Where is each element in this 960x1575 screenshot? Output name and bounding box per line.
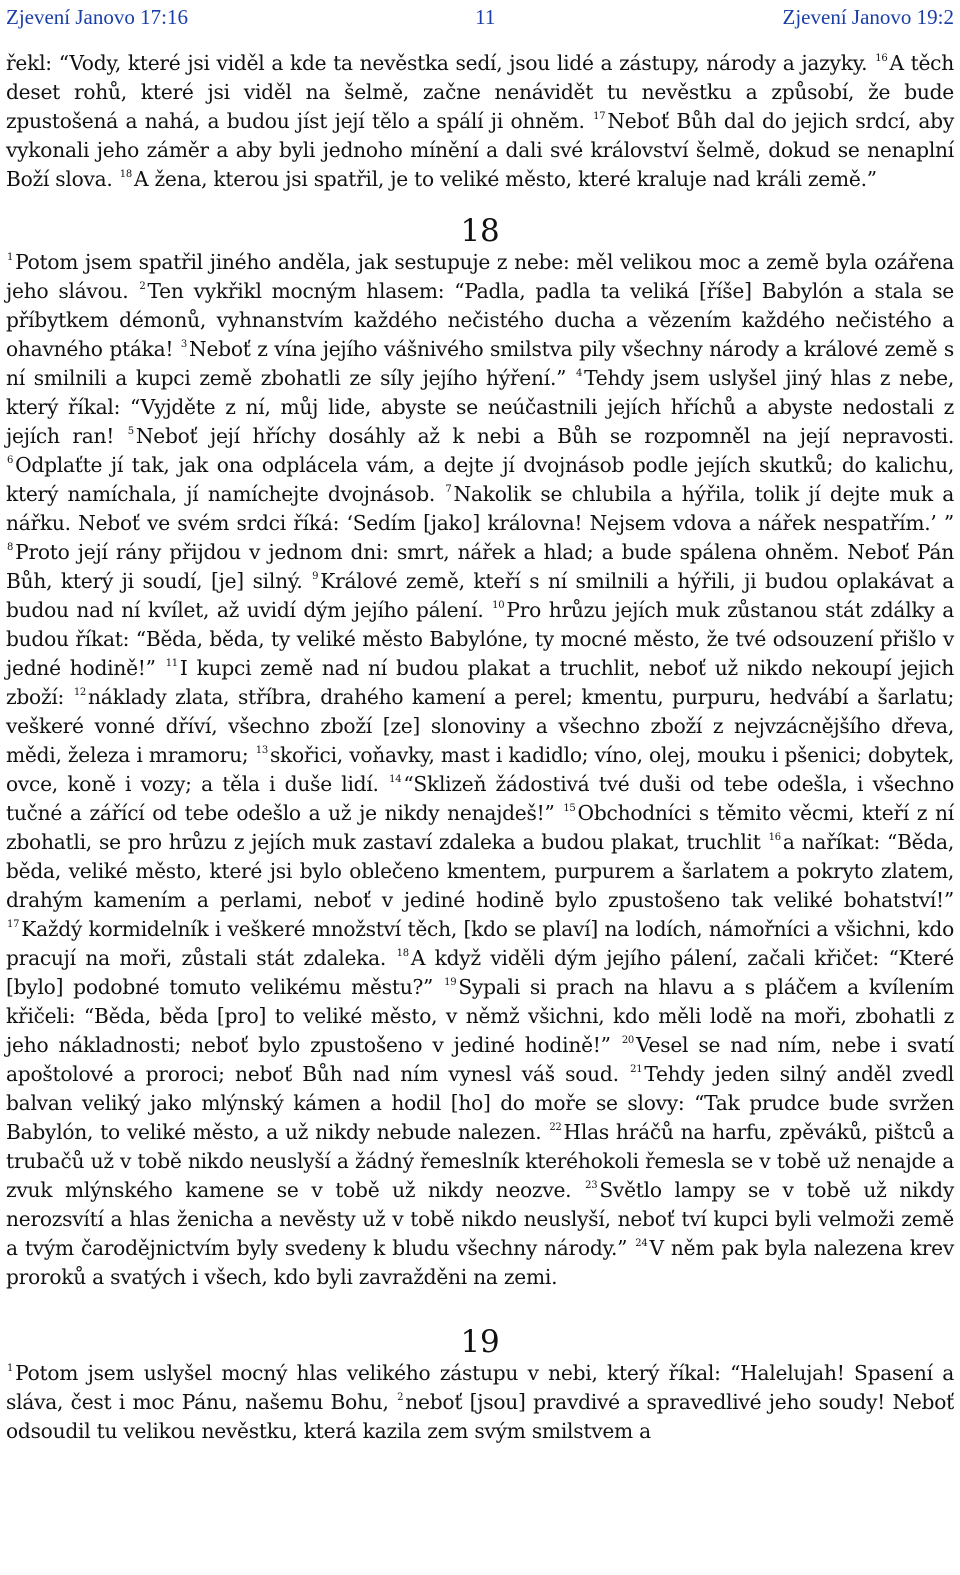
verse-number: 15 xyxy=(563,803,576,814)
verse-text: Tehdy jsem uslyšel jiný hlas z nebe, který říkal: “Vyjděte z ní, můj lide, abyste se neúčastnili jejích hříchů a abyste nedostali z jejích ran! xyxy=(6,366,954,448)
verse-text: náklady zlata, stříbra, drahého kamení a perel; kmentu, purpuru, hedvábí a šarlatu; veškeré vonné dříví, všechno zboží [ze] slonoviny a všechno zboží z nejvzácnějšího dřeva, mědi, železa i mramoru; xyxy=(6,685,954,767)
verse-text: Nakolik se chlubila a hýřila, tolik jí dejte muk a nářku. Neboť ve svém srdci říká: ‘Sedím [jako] královna! Nejsem vdova a nářek nespatřím.’ ” xyxy=(6,482,954,535)
verse-text: Neboť z vína jejího vášnivého smilstva pily všechny národy a králové země s ní smilnili a kupci země zbohatli ze síly jejího hýření.” xyxy=(6,337,954,390)
header-right-reference: Zjevení Janovo 19:2 xyxy=(782,4,954,29)
verse-text: Obchodníci s těmito věcmi, kteří z ní zbohatli, se pro hrůzu z jejích muk zastaví zdaleka a budou plakat, truchlit xyxy=(6,801,954,854)
header-left-reference: Zjevení Janovo 17:16 xyxy=(6,4,188,29)
verse-number: 22 xyxy=(549,1122,562,1133)
verse-number: 1 xyxy=(7,252,14,263)
chapter-18-number: 18 xyxy=(460,213,500,249)
verse-number: 19 xyxy=(444,977,457,988)
verse-text: Každý kormidelník i veškeré množství těch, [kdo se plaví] na lodích, námořníci a všichni, kdo pracují na moři, zůstali stát zdaleka. xyxy=(6,917,954,970)
verse-text: Králové země, kteří s ní smilnili a hýřili, ji budou oplakávat a budou nad ní kvílet, až uvidí dým jejího pálení. xyxy=(6,569,955,622)
chapter-18-text xyxy=(6,248,954,1292)
verse-number: 12 xyxy=(73,687,87,698)
verse-text: Neboť Bůh dal do jejich srdcí, aby vykonali jeho záměr a aby byli jednoho mínění a dali své království šelmě, dokud se nenaplní Boží slova. xyxy=(6,109,954,191)
verse-number: 18 xyxy=(119,169,132,180)
verse-text: Hlas hráčů na harfu, zpěváků, pištců a trubačů už v tobě nikdo neuslyší a žádný řemeslník kteréhokoli řemesla se v tobě už nenajde a zvuk mlýnského kamene se v tobě už nikdy neozve. xyxy=(6,1120,954,1202)
verse-text: Ten vykřikl mocným hlasem: “Padla, padla ta veliká [říše] Babylón a stala se příbytkem démonů, vyhnanstvím každého nečistého ducha a vězením každého nečistého a ohavného ptáka! xyxy=(6,279,955,361)
verse-number: 11 xyxy=(165,658,178,669)
verse-number: 1 xyxy=(7,1363,14,1374)
verse-text: neboť [jsou] pravdivé a spravedlivé jeho soudy! Neboť odsoudil tu velikou nevěstku, která kazila zem svým smilstvem a xyxy=(6,1390,954,1443)
verse-number: 20 xyxy=(621,1035,635,1046)
chapter-19-text xyxy=(6,1359,954,1446)
verse-number: 4 xyxy=(575,368,583,379)
verse-text: Potom jsem uslyšel mocný hlas velikého zástupu v nebi, který říkal: “Halelujah! Spasení a sláva, čest i moc Pánu, našemu Bohu, xyxy=(6,1361,954,1414)
verse-text: Pro hrůzu jejích muk zůstanou stát zdálky a budou říkat: “Běda, běda, ty veliké město Babylóne, ty mocné město, že tvé odsouzení přišlo v jedné hodině!” xyxy=(6,598,954,680)
verse-text: a naříkat: “Běda, běda, veliké město, které jsi bylo oblečeno kmentem, purpurem a šarlatem a pokryto zlatem, drahým kamením a perlami, neboť v jediné hodině bylo zpustošeno tak veliké bohatství!” xyxy=(6,830,954,912)
verse-number: 10 xyxy=(492,600,505,611)
verse-number: 18 xyxy=(396,948,409,959)
verse-text: A žena, kterou jsi spatřil, je to veliké město, které kraluje nad králi země.” xyxy=(133,167,877,191)
verse-number: 9 xyxy=(312,571,319,582)
verse-text: A těch deset rohů, které jsi viděl na šelmě, začne nenávidět tu nevěstku a způsobí, že bude zpustošená a nahá, a budou jíst její tělo a spálí ji ohněm. xyxy=(6,51,954,133)
running-header xyxy=(6,2,954,32)
verse-number: 16 xyxy=(875,53,888,64)
verse-number: 6 xyxy=(7,455,14,466)
verse-text: Proto její rány přijdou v jednom dni: smrt, nářek a hlad; a bude spálena ohněm. Neboť Pán Bůh, který ji soudí, [je] silný. xyxy=(6,540,954,593)
verse-number: 2 xyxy=(139,281,146,292)
verse-text: Odplaťte jí tak, jak ona odplácela vám, a dejte jí dvojnásob podle jejích skutků; do kalichu, který namíchala, jí namíchejte dvojnásob. xyxy=(6,453,954,506)
verse-text: skořici, voňavky, mast i kadidlo; víno, olej, mouku i pšenici; dobytek, ovce, koně i vozy; a těla i duše lidí. xyxy=(6,743,954,796)
verse-number: 16 xyxy=(768,832,781,843)
verse-number: 3 xyxy=(180,339,188,350)
verse-number: 21 xyxy=(630,1064,643,1075)
verse-text: Potom jsem spatřil jiného anděla, jak sestupuje z nebe: měl velikou moc a země byla ozářena jeho slávou. xyxy=(6,250,954,303)
verse-text: A když viděli dým jejího pálení, začali křičet: “Které [bylo] podobné tomuto velikému městu?” xyxy=(6,946,955,999)
page-number: 11 xyxy=(475,4,496,29)
verse-number: 14 xyxy=(389,774,402,785)
verse-text: Sypali si prach na hlavu a s pláčem a kvílením křičeli: “Běda, běda [pro] to veliké město, v němž všichni, kdo měli lodě na moři, zbohatli z jeho nákladnosti; neboť bylo zpustošeno v jediné hodině!” xyxy=(6,975,954,1057)
verse-text: I kupci země nad ní budou plakat a truchlit, neboť už nikdo nekoupí jejich zboží: xyxy=(6,656,954,709)
verse-number: 8 xyxy=(7,542,14,553)
verse-number: 5 xyxy=(127,426,134,437)
verse-number: 2 xyxy=(397,1392,404,1403)
verse-text: Tehdy jeden silný anděl zvedl balvan veliký jako mlýnský kámen a hodil [ho] do moře se slovy: “Tak prudce bude svržen Babylón, to veliké město, a už nikdy nebude nalezen. xyxy=(6,1062,955,1144)
chapter-19-number: 19 xyxy=(460,1324,500,1360)
verse-number: 13 xyxy=(255,745,268,756)
verse-text: Světlo lampy se v tobě už nikdy nerozsvítí a hlas ženicha a nevěsty už v tobě nikdo neuslyší, neboť tví kupci byli velmoži země a tvým čarodějnictvím byly svedeny k bludu všechny národy.” xyxy=(6,1178,954,1260)
verse-text: Neboť její hříchy dosáhly až k nebi a Bůh se rozpomněl na její nepravosti. xyxy=(135,424,954,448)
verse-number: 17 xyxy=(7,919,20,930)
verse-number: 17 xyxy=(593,111,606,122)
verse-text: řekl: “Vody, které jsi viděl a kde ta nevěstka sedí, jsou lidé a zástupy, národy a jazyky. xyxy=(6,51,868,75)
verse-number: 7 xyxy=(445,484,452,495)
verse-text: “Sklizeň žádostivá tvé duši od tebe odešla, i všechno tučné a zářící od tebe odešlo a už je nikdy nenajdeš!” xyxy=(6,772,955,825)
verse-number: 24 xyxy=(635,1238,648,1249)
page-content xyxy=(6,49,954,1446)
verse-text: V něm pak byla nalezena krev proroků a svatých i všech, kdo byli zavražděni na zemi. xyxy=(6,1236,954,1289)
verse-number: 23 xyxy=(585,1180,598,1191)
chapter-17-continuation xyxy=(6,49,954,194)
verse-text: Vesel se nad ním, nebe i svatí apoštolové a proroci; neboť Bůh nad ním vynesl váš soud. xyxy=(6,1033,954,1086)
